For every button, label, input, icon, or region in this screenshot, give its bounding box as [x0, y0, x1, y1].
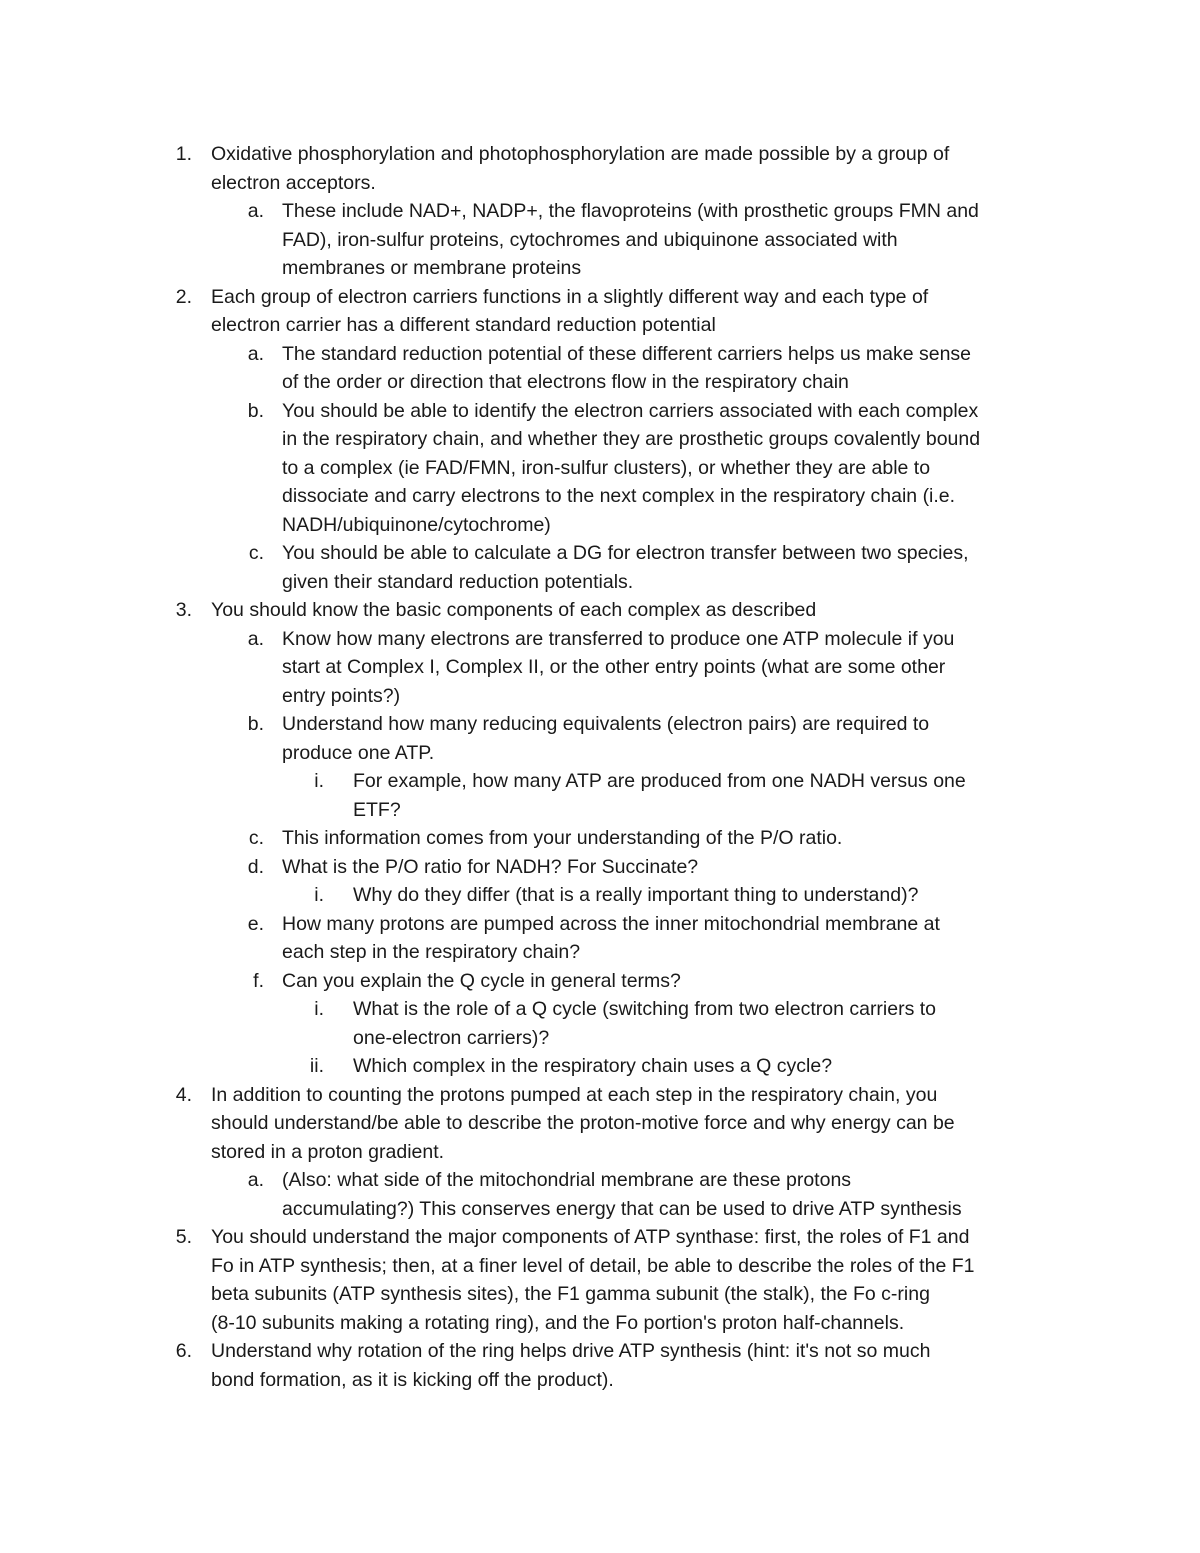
list-item-level-2: [0, 824, 1200, 853]
list-item-text: What is the role of a Q cycle (switching from two electron carriers to: [353, 998, 937, 1020]
text-line: [0, 596, 1200, 625]
list-marker: a.: [247, 627, 264, 650]
list-item-text: NADH/ubiquinone/cytochrome): [282, 513, 551, 536]
text-line: [0, 340, 1200, 369]
list-item-level-2: [0, 397, 1200, 540]
list-marker: i.: [314, 770, 324, 792]
list-marker: 6.: [175, 1340, 192, 1362]
list-marker: a.: [247, 342, 264, 365]
list-item-level-1: [0, 1081, 1200, 1167]
list-item-level-3: [0, 1052, 1200, 1081]
list-item-text: You should be able to identify the electron carriers associated with each complex: [282, 399, 979, 422]
list-item-level-2: [0, 710, 1200, 767]
list-marker: b.: [247, 713, 264, 735]
list-item-text: (Also: what side of the mitochondrial membrane are these protons: [282, 1169, 852, 1191]
list-item-text: What is the P/O ratio for NADH? For Succinate?: [282, 855, 699, 878]
list-marker: i.: [314, 884, 324, 906]
list-item-text: dissociate and carry electrons to the next complex in the respiratory chain (i.e.: [282, 485, 956, 507]
text-line: [0, 1138, 1200, 1167]
list-item-level-3: [0, 767, 1200, 824]
list-item-text: membranes or membrane proteins: [282, 257, 582, 279]
list-marker: a.: [247, 200, 264, 222]
text-line: [0, 511, 1200, 540]
text-line: [0, 482, 1200, 511]
list-item-text: You should know the basic components of each complex as described: [211, 599, 817, 621]
text-line: [0, 995, 1200, 1024]
list-item-text: Know how many electrons are transferred to produce one ATP molecule if you: [282, 627, 955, 650]
list-item-text: How many protons are pumped across the inner mitochondrial membrane at: [282, 912, 940, 935]
list-marker: b.: [247, 399, 264, 422]
list-item-text: one-electron carriers)?: [353, 1026, 550, 1049]
text-line: [0, 425, 1200, 454]
list-item-text: (8-10 subunits making a rotating ring), and the Fo portion's proton half-channels.: [211, 1311, 905, 1334]
text-line: [0, 169, 1200, 198]
list-marker: f.: [253, 969, 264, 992]
text-line: [0, 796, 1200, 825]
text-line: [0, 454, 1200, 483]
text-line: [0, 853, 1200, 882]
text-line: [0, 1166, 1200, 1195]
list-item-text: FAD), iron-sulfur proteins, cytochromes and ubiquinone associated with: [282, 228, 898, 251]
list-item-text: ETF?: [353, 798, 401, 821]
list-item-text: Understand how many reducing equivalents (electron pairs) are required to: [282, 713, 930, 735]
list-item-level-2: [0, 340, 1200, 397]
text-line: [0, 938, 1200, 967]
list-marker: a.: [247, 1169, 264, 1191]
list-item-text: Fo in ATP synthesis; then, at a finer level of detail, be able to describe the roles of the F1: [211, 1254, 975, 1277]
list-item-text: The standard reduction potential of these different carriers helps us make sense: [282, 342, 972, 365]
text-line: [0, 710, 1200, 739]
list-item-text: in the respiratory chain, and whether they are prosthetic groups covalently bound: [282, 428, 981, 450]
list-item-level-1: [0, 1223, 1200, 1337]
text-line: [0, 368, 1200, 397]
list-marker: 2.: [175, 285, 192, 308]
list-marker: 3.: [175, 599, 192, 621]
list-item-text: Why do they differ (that is a really important thing to understand)?: [353, 884, 919, 906]
list-item-text: produce one ATP.: [282, 741, 435, 764]
text-line: [0, 881, 1200, 910]
text-line: [0, 568, 1200, 597]
list-item-level-3: [0, 881, 1200, 910]
document-page: [0, 140, 1200, 1394]
text-line: [0, 1081, 1200, 1110]
list-item-text: For example, how many ATP are produced from one NADH versus one: [353, 770, 966, 792]
text-line: [0, 767, 1200, 796]
text-line: [0, 283, 1200, 312]
text-line: [0, 1024, 1200, 1053]
text-line: [0, 1223, 1200, 1252]
list-marker: ii.: [309, 1055, 324, 1077]
text-line: [0, 1252, 1200, 1281]
text-line: [0, 539, 1200, 568]
text-line: [0, 682, 1200, 711]
list-item-text: given their standard reduction potentials.: [282, 570, 634, 593]
text-line: [0, 1195, 1200, 1224]
text-line: [0, 910, 1200, 939]
list-item-text: This information comes from your understanding of the P/O ratio.: [282, 827, 843, 849]
text-line: [0, 1052, 1200, 1081]
list-item-text: bond formation, as it is kicking off the product).: [211, 1368, 614, 1391]
list-item-level-2: [0, 197, 1200, 283]
text-line: [0, 1309, 1200, 1338]
list-item-text: Oxidative phosphorylation and photophosphorylation are made possible by a group of: [211, 143, 950, 165]
text-line: [0, 967, 1200, 996]
list-item-level-2: [0, 910, 1200, 967]
list-item-text: Can you explain the Q cycle in general terms?: [282, 969, 681, 992]
text-line: [0, 824, 1200, 853]
list-item-text: In addition to counting the protons pumped at each step in the respiratory chain, you: [211, 1083, 938, 1106]
list-marker: 4.: [175, 1083, 192, 1106]
list-marker: d.: [247, 855, 264, 878]
list-item-level-2: [0, 625, 1200, 711]
list-item-level-2: [0, 967, 1200, 996]
list-item-text: Which complex in the respiratory chain uses a Q cycle?: [353, 1055, 833, 1077]
list-item-level-2: [0, 539, 1200, 596]
list-item-level-2: [0, 1166, 1200, 1223]
text-line: [0, 254, 1200, 283]
list-item-level-1: [0, 140, 1200, 197]
list-item-level-1: [0, 283, 1200, 340]
list-item-text: each step in the respiratory chain?: [282, 941, 581, 963]
list-item-level-1: [0, 596, 1200, 625]
list-item-text: Each group of electron carriers functions in a slightly different way and each type of: [211, 285, 929, 308]
list-item-text: of the order or direction that electrons flow in the respiratory chain: [282, 371, 849, 393]
text-line: [0, 625, 1200, 654]
list-item-text: Understand why rotation of the ring helps drive ATP synthesis (hint: it's not so much: [211, 1340, 931, 1362]
list-item-text: You should understand the major components of ATP synthase: first, the roles of F1 and: [211, 1226, 970, 1248]
list-item-text: electron acceptors.: [211, 171, 376, 194]
list-item-level-3: [0, 995, 1200, 1052]
list-marker: e.: [247, 912, 264, 935]
list-item-level-2: [0, 853, 1200, 882]
list-item-text: These include NAD+, NADP+, the flavoproteins (with prosthetic groups FMN and: [282, 200, 979, 222]
list-item-text: should understand/be able to describe the proton-motive force and why energy can be: [211, 1112, 955, 1134]
list-item-text: You should be able to calculate a DG for electron transfer between two species,: [282, 542, 969, 564]
text-line: [0, 397, 1200, 426]
text-line: [0, 1366, 1200, 1395]
list-marker: 5.: [175, 1226, 192, 1248]
text-line: [0, 140, 1200, 169]
text-line: [0, 1280, 1200, 1309]
list-item-text: stored in a proton gradient.: [211, 1140, 445, 1163]
list-marker: c.: [248, 542, 264, 564]
list-item-level-1: [0, 1337, 1200, 1394]
list-marker: i.: [314, 998, 324, 1020]
list-marker: c.: [248, 827, 264, 849]
text-line: [0, 653, 1200, 682]
text-line: [0, 1109, 1200, 1138]
list-item-text: accumulating?) This conserves energy that can be used to drive ATP synthesis: [282, 1197, 962, 1220]
list-item-text: to a complex (ie FAD/FMN, iron-sulfur clusters), or whether they are able to: [282, 456, 931, 479]
list-item-text: electron carrier has a different standard reduction potential: [211, 314, 716, 336]
list-marker: 1.: [175, 143, 192, 165]
list-item-text: start at Complex I, Complex II, or the other entry points (what are some other: [282, 656, 946, 678]
text-line: [0, 226, 1200, 255]
text-line: [0, 311, 1200, 340]
text-line: [0, 197, 1200, 226]
list-item-text: beta subunits (ATP synthesis sites), the F1 gamma subunit (the stalk), the Fo c-ring: [211, 1283, 930, 1305]
list-item-text: entry points?): [282, 684, 401, 707]
text-line: [0, 739, 1200, 768]
text-line: [0, 1337, 1200, 1366]
